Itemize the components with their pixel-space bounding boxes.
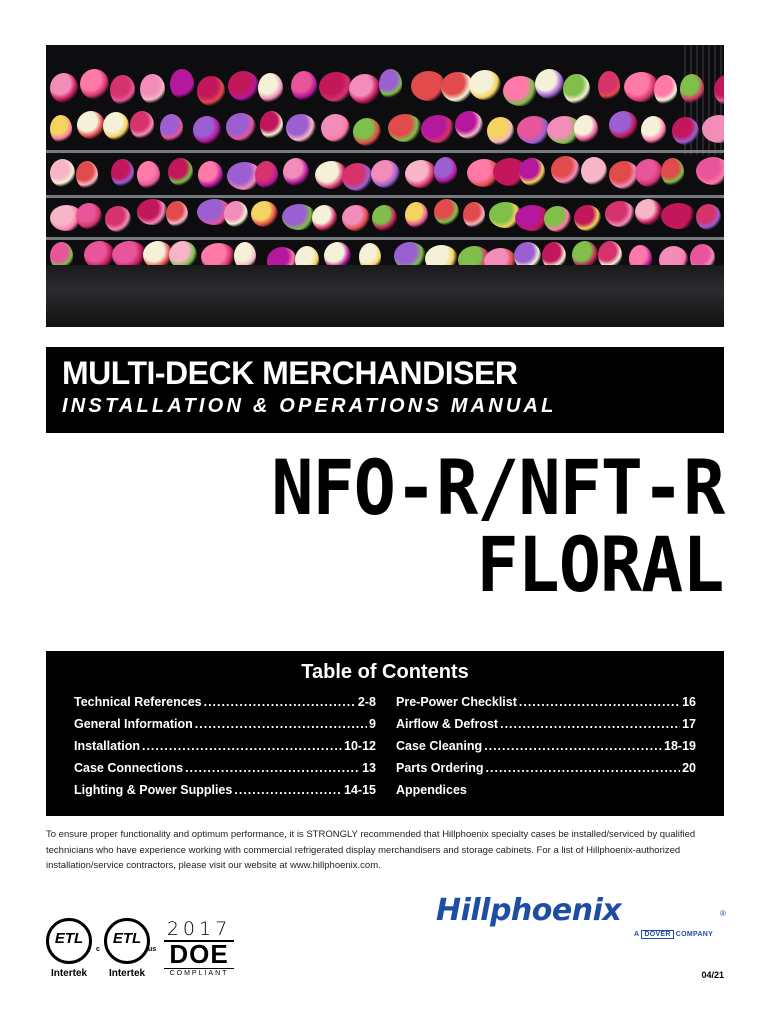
- flower-bunch: [487, 117, 514, 145]
- toc-entry[interactable]: Appendices: [396, 783, 467, 797]
- flower-bunch: [193, 116, 221, 144]
- flower-bunch: [137, 161, 160, 189]
- flower-bunch: [661, 203, 696, 229]
- revision-date: 04/21: [701, 970, 724, 980]
- flower-bunch: [197, 76, 225, 106]
- toc-entry[interactable]: Technical References ..... 2-8: [74, 695, 376, 717]
- flower-bunch: [224, 201, 248, 227]
- flower-bunch: [130, 111, 154, 139]
- flower-bunch: [50, 159, 75, 187]
- flower-bunch: [226, 113, 256, 141]
- flower-bunch: [463, 202, 485, 228]
- doe-label: DOE: [164, 940, 234, 966]
- toc-entry[interactable]: Lighting & Power Supplies ..... 14-15: [74, 783, 376, 805]
- flower-bunch: [312, 205, 337, 231]
- flower-bunch: [405, 160, 437, 188]
- intertek-label: Intertek: [50, 968, 88, 979]
- photo-shelf: [46, 195, 724, 198]
- flower-bunch: [105, 206, 131, 232]
- flower-bunch: [342, 205, 370, 231]
- flower-bunch: [76, 203, 102, 229]
- flower-bunch: [255, 161, 278, 189]
- flower-bunch: [76, 161, 98, 189]
- flower-bunch: [168, 158, 193, 186]
- flower-bunch: [372, 205, 397, 231]
- photo-shelf: [46, 237, 724, 240]
- flower-bunch: [455, 111, 483, 139]
- etl-c-us-mark: [96, 918, 157, 979]
- title-band: [46, 347, 724, 433]
- flower-bunch: [503, 76, 538, 106]
- flower-bunch: [283, 158, 309, 186]
- flower-bunch: [282, 204, 316, 230]
- doe-compliant-mark: [164, 918, 234, 977]
- flower-bunch: [228, 71, 259, 101]
- flower-bunch: [342, 163, 373, 191]
- flower-bunch: [349, 74, 381, 104]
- intertek-label: Intertek: [108, 968, 146, 979]
- table-of-contents: [46, 651, 724, 816]
- flower-bunch: [635, 159, 663, 187]
- toc-entry[interactable]: Installation ..... 10-12: [74, 739, 376, 761]
- flower-bunch: [672, 117, 699, 145]
- flower-bunch: [110, 75, 135, 105]
- flower-bunch: [641, 116, 666, 144]
- photo-base: [46, 265, 724, 327]
- flower-bunch: [291, 71, 317, 101]
- manual-title: MULTI-DECK MERCHANDISER: [62, 355, 518, 391]
- flower-bunch: [321, 114, 350, 142]
- flower-bunch: [137, 199, 168, 225]
- etl-listed-mark: [46, 918, 94, 979]
- flower-bunch: [371, 160, 400, 188]
- brand-name: Hillphoenix: [436, 893, 622, 928]
- hero-photo: [46, 45, 724, 327]
- flower-bunch: [160, 114, 183, 142]
- toc-column-right: [396, 695, 696, 805]
- flower-bunch: [103, 112, 129, 140]
- flower-bunch: [258, 73, 283, 103]
- flower-bunch: [434, 199, 459, 225]
- flower-bunch: [140, 74, 165, 104]
- model-name: NFO-R/NFT-R: [271, 443, 724, 532]
- flower-bunch: [574, 205, 601, 231]
- flower-bunch: [421, 115, 455, 143]
- flower-bunch: [680, 74, 704, 104]
- toc-entry[interactable]: Case Connections ..... 13: [74, 761, 376, 783]
- flower-bunch: [598, 71, 620, 101]
- flower-bunch: [353, 118, 381, 146]
- flower-bunch: [260, 111, 283, 139]
- toc-entry[interactable]: Airflow & Defrost ..... 17: [396, 717, 696, 739]
- flower-bunch: [661, 158, 684, 186]
- flower-bunch: [170, 69, 194, 99]
- flower-bunch: [469, 70, 501, 100]
- flower-bunch: [166, 201, 188, 227]
- flower-bunch: [605, 201, 635, 227]
- flower-bunch: [581, 157, 607, 185]
- flower-bunch: [50, 115, 72, 143]
- flower-bunch: [551, 156, 580, 184]
- flower-bunch: [654, 75, 677, 105]
- flower-bunch: [519, 158, 545, 186]
- flower-bunch: [379, 69, 402, 99]
- toc-entry[interactable]: Pre-Power Checklist ..... 16: [396, 695, 696, 717]
- flower-bunch: [696, 204, 721, 230]
- flower-bunch: [635, 199, 662, 225]
- flower-bunch: [319, 72, 353, 102]
- flower-bunch: [80, 69, 109, 99]
- c-mark: c: [96, 946, 100, 953]
- flower-bunch: [609, 111, 638, 139]
- flower-bunch: [544, 206, 571, 232]
- flower-bunch: [198, 161, 223, 189]
- toc-title: Table of Contents: [301, 661, 469, 683]
- flower-bunch: [111, 159, 134, 187]
- manual-subtitle: INSTALLATION & OPERATIONS MANUAL: [62, 395, 557, 417]
- etl-icon: ETL: [104, 918, 150, 964]
- hillphoenix-logo: [436, 893, 726, 947]
- photo-shelf: [46, 150, 724, 153]
- flower-bunch: [574, 115, 598, 143]
- doe-year: 2017: [166, 918, 232, 940]
- doe-compliant-label: COMPLIANT: [164, 968, 234, 977]
- flower-bunch: [251, 201, 278, 227]
- dover-company-tag: A DOVER COMPANY: [634, 931, 714, 938]
- installation-note: To ensure proper functionality and optimum performance, it is STRONGLY recommended that Hillphoenix specialty cases be installed/serviced by qualified technicians who have experience working with commercial refrigerated display merchandisers and storage cabinets. For a list of Hillphoenix-authorized installation/service contractors, please visit our website at www.hillphoenix.com.: [46, 829, 696, 871]
- toc-entry[interactable]: General Information ..... 9: [74, 717, 376, 739]
- flower-bunch: [405, 202, 428, 228]
- toc-column-left: [74, 695, 376, 805]
- flower-bunch: [286, 114, 316, 142]
- etl-icon: ETL: [46, 918, 92, 964]
- flower-bunch: [50, 73, 78, 103]
- toc-entry[interactable]: Case Cleaning ..... 18-19: [396, 739, 696, 761]
- flower-bunch: [535, 69, 564, 99]
- registered-mark: ®: [720, 909, 726, 918]
- model-type: FLORAL: [476, 520, 724, 609]
- flower-bunch: [563, 74, 590, 104]
- flower-bunch: [77, 111, 105, 139]
- flower-bunch: [696, 157, 724, 185]
- us-mark: us: [148, 946, 157, 953]
- flower-bunch: [517, 116, 551, 144]
- flower-bunch: [388, 114, 422, 142]
- flower-bunch: [434, 157, 457, 185]
- toc-entry[interactable]: Parts Ordering ..... 20: [396, 761, 696, 783]
